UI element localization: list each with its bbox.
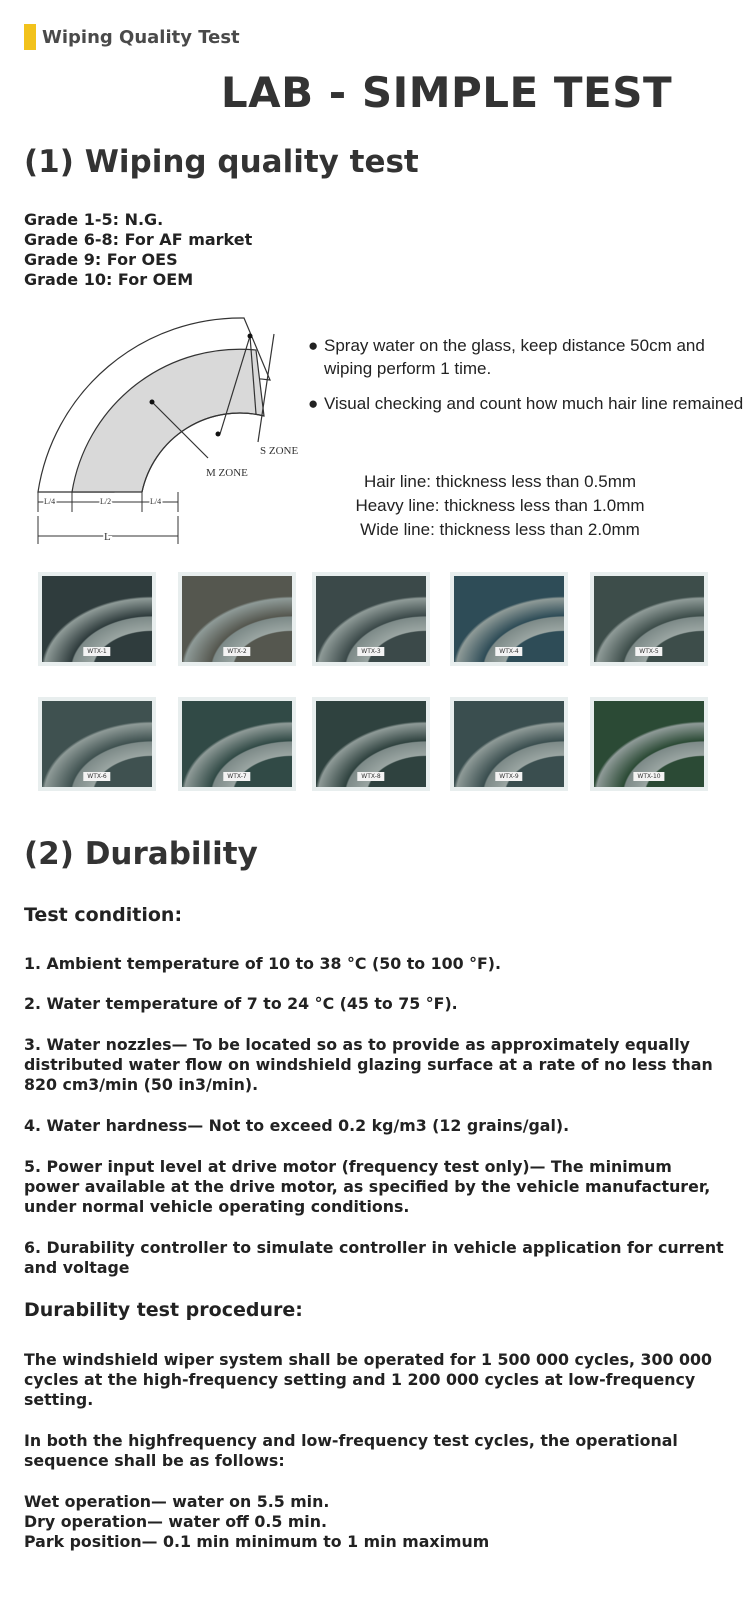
- photo-tag: WTX-10: [633, 772, 664, 781]
- bullet-icon: ●: [308, 394, 319, 413]
- procedure-paragraph: The windshield wiper system shall be operated for 1 500 000 cycles, 300 000 cycles at the high-frequency setting and 1 200 000 cycles at low-frequency setting.: [24, 1350, 712, 1409]
- photo-glass: [454, 701, 564, 787]
- procedure-paragraph: In both the highfrequency and low-frequency test cycles, the operational sequence shall be as follows:: [24, 1431, 678, 1470]
- line-type-item: Hair line: thickness less than 0.5mm: [363, 472, 637, 491]
- photo-glass: [42, 576, 152, 662]
- sample-photo: [590, 572, 708, 666]
- sample-photo: [178, 697, 296, 791]
- durability-heading: (2) Durability: [24, 836, 258, 872]
- instruction-item: [308, 392, 748, 415]
- m-zone-dot: [150, 400, 155, 405]
- photo-tag: WTX-5: [635, 647, 662, 656]
- condition-item: 3. Water nozzles— To be located so as to provide as approximately equally distributed water flow on windshield glazing surface at a rate of no less than 820 cm3/min (50 in3/min).: [24, 1035, 713, 1094]
- photo-tag: WTX-2: [223, 647, 250, 656]
- photo-glass: [594, 576, 704, 662]
- procedure-heading: Durability test procedure:: [24, 1299, 303, 1321]
- photo-glass: [454, 576, 564, 662]
- grade-list: [24, 210, 252, 290]
- sample-photo: [312, 572, 430, 666]
- grade-item: Grade 10: For OEM: [24, 270, 194, 289]
- dim-label: L/4: [150, 497, 162, 506]
- grade-item: Grade 6-8: For AF market: [24, 230, 253, 249]
- wiping-heading: (1) Wiping quality test: [24, 144, 419, 180]
- sample-photo: [178, 572, 296, 666]
- line-type-item: Wide line: thickness less than 2.0mm: [360, 520, 640, 539]
- photo-tag: WTX-4: [495, 647, 522, 656]
- instruction-list: [308, 334, 748, 427]
- sequence-item: Park position— 0.1 min minimum to 1 min maximum: [24, 1532, 490, 1551]
- sequence-item: Dry operation— water off 0.5 min.: [24, 1512, 327, 1531]
- test-condition-heading: Test condition:: [24, 904, 183, 926]
- sample-photo: [38, 697, 156, 791]
- sample-photo: [450, 697, 568, 791]
- line-type-list: [330, 470, 670, 542]
- photo-tag: WTX-3: [357, 647, 384, 656]
- line-type-item: Heavy line: thickness less than 1.0mm: [355, 496, 645, 515]
- condition-item: 4. Water hardness— Not to exceed 0.2 kg/m3 (12 grains/gal).: [24, 1116, 570, 1135]
- wiper-zone-diagram: [24, 306, 314, 551]
- sample-photo: [38, 572, 156, 666]
- photo-tag: WTX-7: [223, 772, 250, 781]
- photo-glass: [316, 701, 426, 787]
- photo-glass: [182, 576, 292, 662]
- condition-item: 6. Durability controller to simulate controller in vehicle application for current and voltage: [24, 1238, 724, 1277]
- instruction-text: Visual checking and count how much hair line remained: [324, 394, 744, 413]
- condition-item: 1. Ambient temperature of 10 to 38 °C (50 to 100 °F).: [24, 954, 501, 973]
- photo-tag: WTX-9: [495, 772, 522, 781]
- sequence-item: Wet operation— water on 5.5 min.: [24, 1492, 330, 1511]
- section-tag: [24, 24, 240, 50]
- operation-sequence: [24, 1492, 729, 1552]
- s-zone-dot: [216, 432, 221, 437]
- photo-glass: [182, 701, 292, 787]
- length-label: L: [104, 531, 111, 543]
- condition-item: 2. Water temperature of 7 to 24 °C (45 to 75 °F).: [24, 994, 458, 1013]
- instruction-text: Spray water on the glass, keep distance 50cm and wiping perform 1 time.: [324, 336, 705, 378]
- photo-glass: [42, 701, 152, 787]
- m-zone-label: M ZONE: [206, 467, 248, 479]
- grade-item: Grade 9: For OES: [24, 250, 178, 269]
- photo-tag: WTX-8: [357, 772, 384, 781]
- s-zone-dot: [248, 334, 253, 339]
- photo-glass: [594, 701, 704, 787]
- photo-glass: [316, 576, 426, 662]
- page-title: LAB - SIMPLE TEST: [220, 68, 673, 117]
- dim-label: L/2: [100, 497, 112, 506]
- condition-item: 5. Power input level at drive motor (frequency test only)— The minimum power available at the drive motor, as specified by the vehicle manufacturer, under normal vehicle operating conditions.: [24, 1157, 711, 1216]
- photo-tag: WTX-6: [83, 772, 110, 781]
- photo-tag: WTX-1: [83, 647, 110, 656]
- tag-marker: [24, 24, 36, 50]
- sample-photo: [590, 697, 708, 791]
- dim-label: L/4: [44, 497, 56, 506]
- bullet-icon: ●: [308, 336, 319, 355]
- grade-item: Grade 1-5: N.G.: [24, 210, 164, 229]
- section-tag-label: Wiping Quality Test: [42, 26, 240, 48]
- instruction-item: [308, 334, 748, 380]
- s-zone-label: S ZONE: [260, 445, 299, 457]
- sample-photo: [450, 572, 568, 666]
- sample-photo: [312, 697, 430, 791]
